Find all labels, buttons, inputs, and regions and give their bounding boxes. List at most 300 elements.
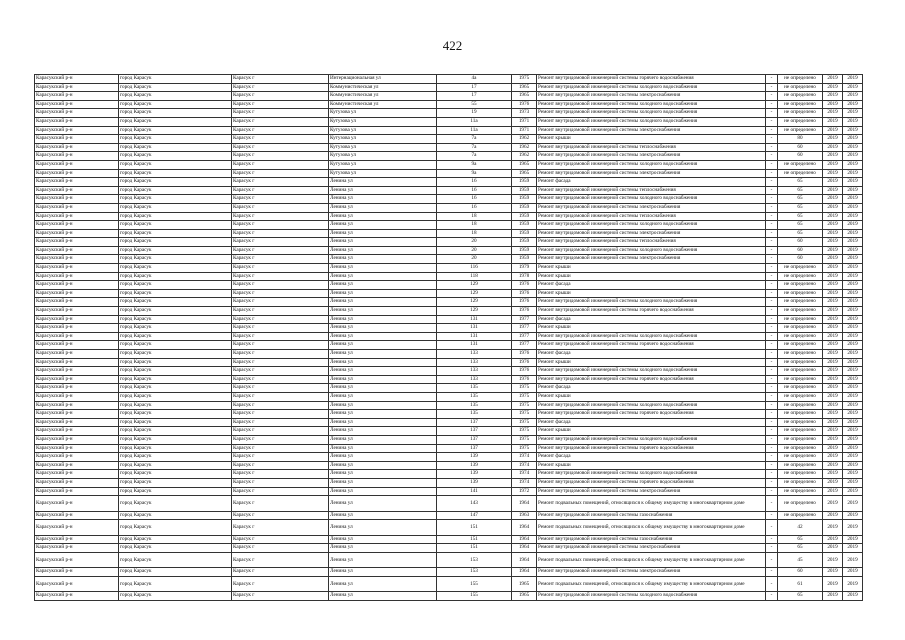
cell-district: Карасукский р-н xyxy=(35,117,119,126)
cell-district: Карасукский р-н xyxy=(35,238,119,247)
table-row xyxy=(35,195,863,204)
cell-cost: - xyxy=(766,544,778,553)
cell-work-type: Ремонт фасада xyxy=(537,315,766,324)
cell-house: 4а xyxy=(437,75,512,84)
cell-year: 1964 xyxy=(512,520,537,536)
cell-settlement: город Карасук xyxy=(119,444,232,453)
cell-settlement: город Карасук xyxy=(119,100,232,109)
cell-end-year: 2019 xyxy=(843,75,863,84)
cell-year: 1963 xyxy=(512,511,537,520)
cell-period-mark: не определено xyxy=(778,435,823,444)
cell-cost: - xyxy=(766,496,778,512)
cell-year: 1959 xyxy=(512,186,537,195)
register-table xyxy=(34,74,863,601)
cell-year: 1975 xyxy=(512,392,537,401)
cell-end-year: 2019 xyxy=(843,341,863,350)
cell-period-mark: не определено xyxy=(778,109,823,118)
cell-year: 1964 xyxy=(512,544,537,553)
cell-period-mark: не определено xyxy=(778,427,823,436)
table-row xyxy=(35,332,863,341)
cell-end-year: 2019 xyxy=(843,568,863,577)
cell-street: Ленина ул xyxy=(329,427,437,436)
cell-period-mark: не определено xyxy=(778,92,823,101)
cell-end-year: 2019 xyxy=(843,453,863,462)
cell-locality: Карасук г xyxy=(232,478,329,487)
cell-start-year: 2019 xyxy=(823,552,843,568)
cell-work-type: Ремонт фасада xyxy=(537,350,766,359)
cell-house: 133 xyxy=(437,350,512,359)
cell-settlement: город Карасук xyxy=(119,350,232,359)
cell-district: Карасукский р-н xyxy=(35,143,119,152)
cell-settlement: город Карасук xyxy=(119,358,232,367)
table-row xyxy=(35,520,863,536)
cell-settlement: город Карасук xyxy=(119,568,232,577)
cell-period-mark: не определено xyxy=(778,511,823,520)
cell-settlement: город Карасук xyxy=(119,229,232,238)
cell-start-year: 2019 xyxy=(823,535,843,544)
cell-locality: Карасук г xyxy=(232,453,329,462)
cell-locality: Карасук г xyxy=(232,592,329,601)
cell-house: 135 xyxy=(437,384,512,393)
cell-street: Ленина ул xyxy=(329,453,437,462)
cell-end-year: 2019 xyxy=(843,238,863,247)
cell-cost: - xyxy=(766,418,778,427)
table-row xyxy=(35,169,863,178)
cell-start-year: 2019 xyxy=(823,350,843,359)
cell-street: Ленина ул xyxy=(329,576,437,592)
cell-settlement: город Карасук xyxy=(119,178,232,187)
cell-street: Ленина ул xyxy=(329,324,437,333)
cell-cost: - xyxy=(766,289,778,298)
cell-house: 19 xyxy=(437,109,512,118)
cell-locality: Карасук г xyxy=(232,152,329,161)
cell-period-mark: не определено xyxy=(778,358,823,367)
cell-cost: - xyxy=(766,160,778,169)
table-row xyxy=(35,109,863,118)
cell-settlement: город Карасук xyxy=(119,461,232,470)
cell-locality: Карасук г xyxy=(232,324,329,333)
cell-settlement: город Карасук xyxy=(119,341,232,350)
cell-year: 1977 xyxy=(512,332,537,341)
cell-house: 9а xyxy=(437,169,512,178)
cell-period-mark: не определено xyxy=(778,324,823,333)
cell-street: Ленина ул xyxy=(329,350,437,359)
cell-street: Ленина ул xyxy=(329,203,437,212)
cell-end-year: 2019 xyxy=(843,92,863,101)
table-row xyxy=(35,143,863,152)
cell-house: 137 xyxy=(437,435,512,444)
table-row xyxy=(35,246,863,255)
cell-locality: Карасук г xyxy=(232,487,329,496)
cell-locality: Карасук г xyxy=(232,418,329,427)
cell-year: 1965 xyxy=(512,160,537,169)
table-row xyxy=(35,315,863,324)
cell-street: Ленина ул xyxy=(329,358,437,367)
cell-end-year: 2019 xyxy=(843,332,863,341)
cell-locality: Карасук г xyxy=(232,444,329,453)
cell-house: 139 xyxy=(437,453,512,462)
cell-street: Ленина ул xyxy=(329,418,437,427)
cell-district: Карасукский р-н xyxy=(35,272,119,281)
cell-start-year: 2019 xyxy=(823,83,843,92)
cell-settlement: город Карасук xyxy=(119,392,232,401)
cell-district: Карасукский р-н xyxy=(35,229,119,238)
cell-start-year: 2019 xyxy=(823,435,843,444)
cell-street: Ленина ул xyxy=(329,410,437,419)
cell-cost: - xyxy=(766,427,778,436)
cell-district: Карасукский р-н xyxy=(35,410,119,419)
cell-settlement: город Карасук xyxy=(119,544,232,553)
cell-work-type: Ремонт крыши xyxy=(537,272,766,281)
cell-work-type: Ремонт крыши xyxy=(537,358,766,367)
cell-year: 1975 xyxy=(512,401,537,410)
cell-end-year: 2019 xyxy=(843,392,863,401)
cell-settlement: город Карасук xyxy=(119,143,232,152)
cell-cost: - xyxy=(766,324,778,333)
cell-street: Кутузова ул xyxy=(329,169,437,178)
cell-period-mark: 45 xyxy=(778,552,823,568)
cell-district: Карасукский р-н xyxy=(35,401,119,410)
cell-start-year: 2019 xyxy=(823,117,843,126)
cell-start-year: 2019 xyxy=(823,281,843,290)
cell-street: Ленина ул xyxy=(329,520,437,536)
cell-locality: Карасук г xyxy=(232,83,329,92)
cell-locality: Карасук г xyxy=(232,212,329,221)
cell-period-mark: 60 xyxy=(778,246,823,255)
cell-period-mark: 80 xyxy=(778,135,823,144)
cell-year: 1975 xyxy=(512,75,537,84)
cell-cost: - xyxy=(766,178,778,187)
cell-end-year: 2019 xyxy=(843,178,863,187)
cell-work-type: Ремонт фасада xyxy=(537,453,766,462)
cell-work-type: Ремонт внутридомовой инженерной системы холодного водоснабжения xyxy=(537,592,766,601)
cell-year: 1975 xyxy=(512,427,537,436)
table-row xyxy=(35,568,863,577)
cell-end-year: 2019 xyxy=(843,511,863,520)
cell-locality: Карасук г xyxy=(232,100,329,109)
cell-district: Карасукский р-н xyxy=(35,496,119,512)
cell-start-year: 2019 xyxy=(823,264,843,273)
cell-period-mark: не определено xyxy=(778,83,823,92)
cell-year: 1976 xyxy=(512,281,537,290)
cell-house: 143 xyxy=(437,496,512,512)
cell-period-mark: не определено xyxy=(778,392,823,401)
cell-street: Ленина ул xyxy=(329,281,437,290)
cell-street: Ленина ул xyxy=(329,229,437,238)
cell-settlement: город Карасук xyxy=(119,315,232,324)
cell-year: 1959 xyxy=(512,203,537,212)
cell-settlement: город Карасук xyxy=(119,195,232,204)
cell-cost: - xyxy=(766,75,778,84)
table-row xyxy=(35,496,863,512)
cell-cost: - xyxy=(766,212,778,221)
cell-district: Карасукский р-н xyxy=(35,186,119,195)
cell-street: Ленина ул xyxy=(329,289,437,298)
cell-work-type: Ремонт внутридомовой инженерной системы холодного водоснабжения xyxy=(537,401,766,410)
cell-street: Ленина ул xyxy=(329,435,437,444)
cell-locality: Карасук г xyxy=(232,375,329,384)
cell-cost: - xyxy=(766,350,778,359)
cell-house: 131 xyxy=(437,341,512,350)
cell-period-mark: 65 xyxy=(778,195,823,204)
cell-cost: - xyxy=(766,238,778,247)
cell-work-type: Ремонт внутридомовой инженерной системы горячего водоснабжения xyxy=(537,341,766,350)
cell-start-year: 2019 xyxy=(823,511,843,520)
cell-period-mark: не определено xyxy=(778,375,823,384)
table-row xyxy=(35,152,863,161)
cell-house: 141 xyxy=(437,487,512,496)
cell-end-year: 2019 xyxy=(843,367,863,376)
cell-cost: - xyxy=(766,332,778,341)
cell-work-type: Ремонт подвальных помещений, относящихся к общему имуществу в многоквартирном доме xyxy=(537,576,766,592)
table-row xyxy=(35,255,863,264)
cell-house: 20 xyxy=(437,246,512,255)
cell-cost: - xyxy=(766,470,778,479)
cell-year: 1978 xyxy=(512,272,537,281)
table-row xyxy=(35,100,863,109)
cell-settlement: город Карасук xyxy=(119,410,232,419)
cell-start-year: 2019 xyxy=(823,186,843,195)
cell-work-type: Ремонт внутридомовой инженерной системы горячего водоснабжения xyxy=(537,75,766,84)
cell-period-mark: не определено xyxy=(778,384,823,393)
cell-street: Ленина ул xyxy=(329,212,437,221)
cell-period-mark: не определено xyxy=(778,350,823,359)
cell-cost: - xyxy=(766,298,778,307)
cell-house: 137 xyxy=(437,444,512,453)
cell-locality: Карасук г xyxy=(232,75,329,84)
cell-start-year: 2019 xyxy=(823,289,843,298)
cell-settlement: город Карасук xyxy=(119,92,232,101)
cell-end-year: 2019 xyxy=(843,520,863,536)
cell-house: 131 xyxy=(437,315,512,324)
cell-cost: - xyxy=(766,143,778,152)
cell-settlement: город Карасук xyxy=(119,592,232,601)
cell-locality: Карасук г xyxy=(232,401,329,410)
cell-work-type: Ремонт внутридомовой инженерной системы холодного водоснабжения xyxy=(537,367,766,376)
cell-period-mark: не определено xyxy=(778,298,823,307)
cell-cost: - xyxy=(766,535,778,544)
cell-district: Карасукский р-н xyxy=(35,453,119,462)
table-row xyxy=(35,92,863,101)
cell-start-year: 2019 xyxy=(823,100,843,109)
cell-street: Ленина ул xyxy=(329,487,437,496)
cell-work-type: Ремонт внутридомовой инженерной системы холодного водоснабжения xyxy=(537,100,766,109)
cell-district: Карасукский р-н xyxy=(35,178,119,187)
cell-end-year: 2019 xyxy=(843,496,863,512)
cell-work-type: Ремонт внутридомовой инженерной системы теплоснабжения xyxy=(537,143,766,152)
cell-house: 129 xyxy=(437,298,512,307)
cell-cost: - xyxy=(766,307,778,316)
cell-work-type: Ремонт крыши xyxy=(537,135,766,144)
cell-locality: Карасук г xyxy=(232,350,329,359)
cell-street: Ленина ул xyxy=(329,255,437,264)
cell-district: Карасукский р-н xyxy=(35,264,119,273)
cell-start-year: 2019 xyxy=(823,520,843,536)
cell-settlement: город Карасук xyxy=(119,281,232,290)
cell-district: Карасукский р-н xyxy=(35,568,119,577)
table-row xyxy=(35,229,863,238)
cell-period-mark: не определено xyxy=(778,281,823,290)
cell-year: 1974 xyxy=(512,470,537,479)
cell-street: Ленина ул xyxy=(329,511,437,520)
cell-settlement: город Карасук xyxy=(119,470,232,479)
cell-year: 1962 xyxy=(512,152,537,161)
cell-cost: - xyxy=(766,392,778,401)
cell-work-type: Ремонт внутридомовой инженерной системы горячего водоснабжения xyxy=(537,444,766,453)
cell-locality: Карасук г xyxy=(232,92,329,101)
cell-start-year: 2019 xyxy=(823,592,843,601)
cell-district: Карасукский р-н xyxy=(35,384,119,393)
cell-house: 137 xyxy=(437,418,512,427)
cell-settlement: город Карасук xyxy=(119,255,232,264)
cell-work-type: Ремонт внутридомовой инженерной системы холодного водоснабжения xyxy=(537,298,766,307)
cell-settlement: город Карасук xyxy=(119,83,232,92)
cell-locality: Карасук г xyxy=(232,178,329,187)
cell-work-type: Ремонт подвальных помещений, относящихся к общему имуществу в многоквартирном доме xyxy=(537,496,766,512)
cell-work-type: Ремонт внутридомовой инженерной системы горячего водоснабжения xyxy=(537,375,766,384)
cell-period-mark: не определено xyxy=(778,307,823,316)
cell-end-year: 2019 xyxy=(843,221,863,230)
cell-work-type: Ремонт внутридомовой инженерной системы газоснабжения xyxy=(537,535,766,544)
cell-house: 135 xyxy=(437,392,512,401)
cell-start-year: 2019 xyxy=(823,453,843,462)
cell-year: 1976 xyxy=(512,100,537,109)
cell-period-mark: не определено xyxy=(778,126,823,135)
cell-district: Карасукский р-н xyxy=(35,126,119,135)
cell-work-type: Ремонт крыши xyxy=(537,392,766,401)
cell-district: Карасукский р-н xyxy=(35,203,119,212)
cell-settlement: город Карасук xyxy=(119,203,232,212)
cell-period-mark: 65 xyxy=(778,229,823,238)
cell-street: Кутузова ул xyxy=(329,160,437,169)
cell-start-year: 2019 xyxy=(823,109,843,118)
cell-settlement: город Карасук xyxy=(119,298,232,307)
table-row xyxy=(35,358,863,367)
cell-start-year: 2019 xyxy=(823,203,843,212)
cell-locality: Карасук г xyxy=(232,332,329,341)
cell-year: 1959 xyxy=(512,212,537,221)
cell-house: 11а xyxy=(437,126,512,135)
cell-work-type: Ремонт внутридомовой инженерной системы горячего водоснабжения xyxy=(537,478,766,487)
cell-district: Карасукский р-н xyxy=(35,544,119,553)
cell-house: 133 xyxy=(437,367,512,376)
cell-start-year: 2019 xyxy=(823,307,843,316)
cell-start-year: 2019 xyxy=(823,92,843,101)
cell-cost: - xyxy=(766,195,778,204)
cell-house: 155 xyxy=(437,576,512,592)
cell-work-type: Ремонт внутридомовой инженерной системы электроснабжения xyxy=(537,152,766,161)
cell-year: 1976 xyxy=(512,307,537,316)
cell-end-year: 2019 xyxy=(843,410,863,419)
cell-period-mark: не определено xyxy=(778,264,823,273)
cell-cost: - xyxy=(766,435,778,444)
table-row xyxy=(35,341,863,350)
cell-district: Карасукский р-н xyxy=(35,341,119,350)
table-row xyxy=(35,453,863,462)
cell-start-year: 2019 xyxy=(823,375,843,384)
cell-street: Ленина ул xyxy=(329,332,437,341)
cell-street: Ленина ул xyxy=(329,470,437,479)
table-row xyxy=(35,592,863,601)
table-row xyxy=(35,461,863,470)
cell-end-year: 2019 xyxy=(843,143,863,152)
cell-district: Карасукский р-н xyxy=(35,289,119,298)
cell-locality: Карасук г xyxy=(232,568,329,577)
table-row xyxy=(35,487,863,496)
cell-district: Карасукский р-н xyxy=(35,75,119,84)
table-row xyxy=(35,535,863,544)
table-row xyxy=(35,444,863,453)
cell-settlement: город Карасук xyxy=(119,401,232,410)
cell-work-type: Ремонт внутридомовой инженерной системы электроснабжения xyxy=(537,92,766,101)
cell-start-year: 2019 xyxy=(823,341,843,350)
page-number: 422 xyxy=(442,38,463,53)
cell-district: Карасукский р-н xyxy=(35,195,119,204)
cell-work-type: Ремонт крыши xyxy=(537,427,766,436)
cell-house: 18 xyxy=(437,212,512,221)
cell-cost: - xyxy=(766,511,778,520)
cell-district: Карасукский р-н xyxy=(35,324,119,333)
table-row xyxy=(35,203,863,212)
cell-year: 1959 xyxy=(512,229,537,238)
cell-cost: - xyxy=(766,341,778,350)
cell-street: Ленина ул xyxy=(329,496,437,512)
cell-year: 1972 xyxy=(512,487,537,496)
cell-district: Карасукский р-н xyxy=(35,470,119,479)
cell-cost: - xyxy=(766,152,778,161)
cell-start-year: 2019 xyxy=(823,487,843,496)
cell-start-year: 2019 xyxy=(823,568,843,577)
cell-work-type: Ремонт крыши xyxy=(537,461,766,470)
cell-street: Ленина ул xyxy=(329,375,437,384)
cell-period-mark: 65 xyxy=(778,544,823,553)
cell-locality: Карасук г xyxy=(232,160,329,169)
cell-year: 1976 xyxy=(512,358,537,367)
cell-work-type: Ремонт внутридомовой инженерной системы холодного водоснабжения xyxy=(537,470,766,479)
table-row xyxy=(35,307,863,316)
cell-end-year: 2019 xyxy=(843,246,863,255)
cell-locality: Карасук г xyxy=(232,298,329,307)
cell-year: 1975 xyxy=(512,418,537,427)
cell-period-mark: не определено xyxy=(778,496,823,512)
cell-settlement: город Карасук xyxy=(119,126,232,135)
cell-locality: Карасук г xyxy=(232,410,329,419)
cell-end-year: 2019 xyxy=(843,135,863,144)
cell-settlement: город Карасук xyxy=(119,576,232,592)
cell-settlement: город Карасук xyxy=(119,375,232,384)
table-row xyxy=(35,272,863,281)
cell-locality: Карасук г xyxy=(232,255,329,264)
cell-locality: Карасук г xyxy=(232,229,329,238)
cell-district: Карасукский р-н xyxy=(35,315,119,324)
cell-district: Карасукский р-н xyxy=(35,92,119,101)
cell-cost: - xyxy=(766,576,778,592)
cell-house: 153 xyxy=(437,568,512,577)
cell-period-mark: 65 xyxy=(778,535,823,544)
cell-street: Ленина ул xyxy=(329,178,437,187)
cell-settlement: город Карасук xyxy=(119,221,232,230)
cell-start-year: 2019 xyxy=(823,135,843,144)
cell-cost: - xyxy=(766,401,778,410)
cell-house: 139 xyxy=(437,461,512,470)
cell-work-type: Ремонт внутридомовой инженерной системы холодного водоснабжения xyxy=(537,160,766,169)
cell-cost: - xyxy=(766,568,778,577)
cell-house: 135 xyxy=(437,401,512,410)
cell-locality: Карасук г xyxy=(232,392,329,401)
cell-settlement: город Карасук xyxy=(119,453,232,462)
cell-end-year: 2019 xyxy=(843,576,863,592)
cell-locality: Карасук г xyxy=(232,496,329,512)
